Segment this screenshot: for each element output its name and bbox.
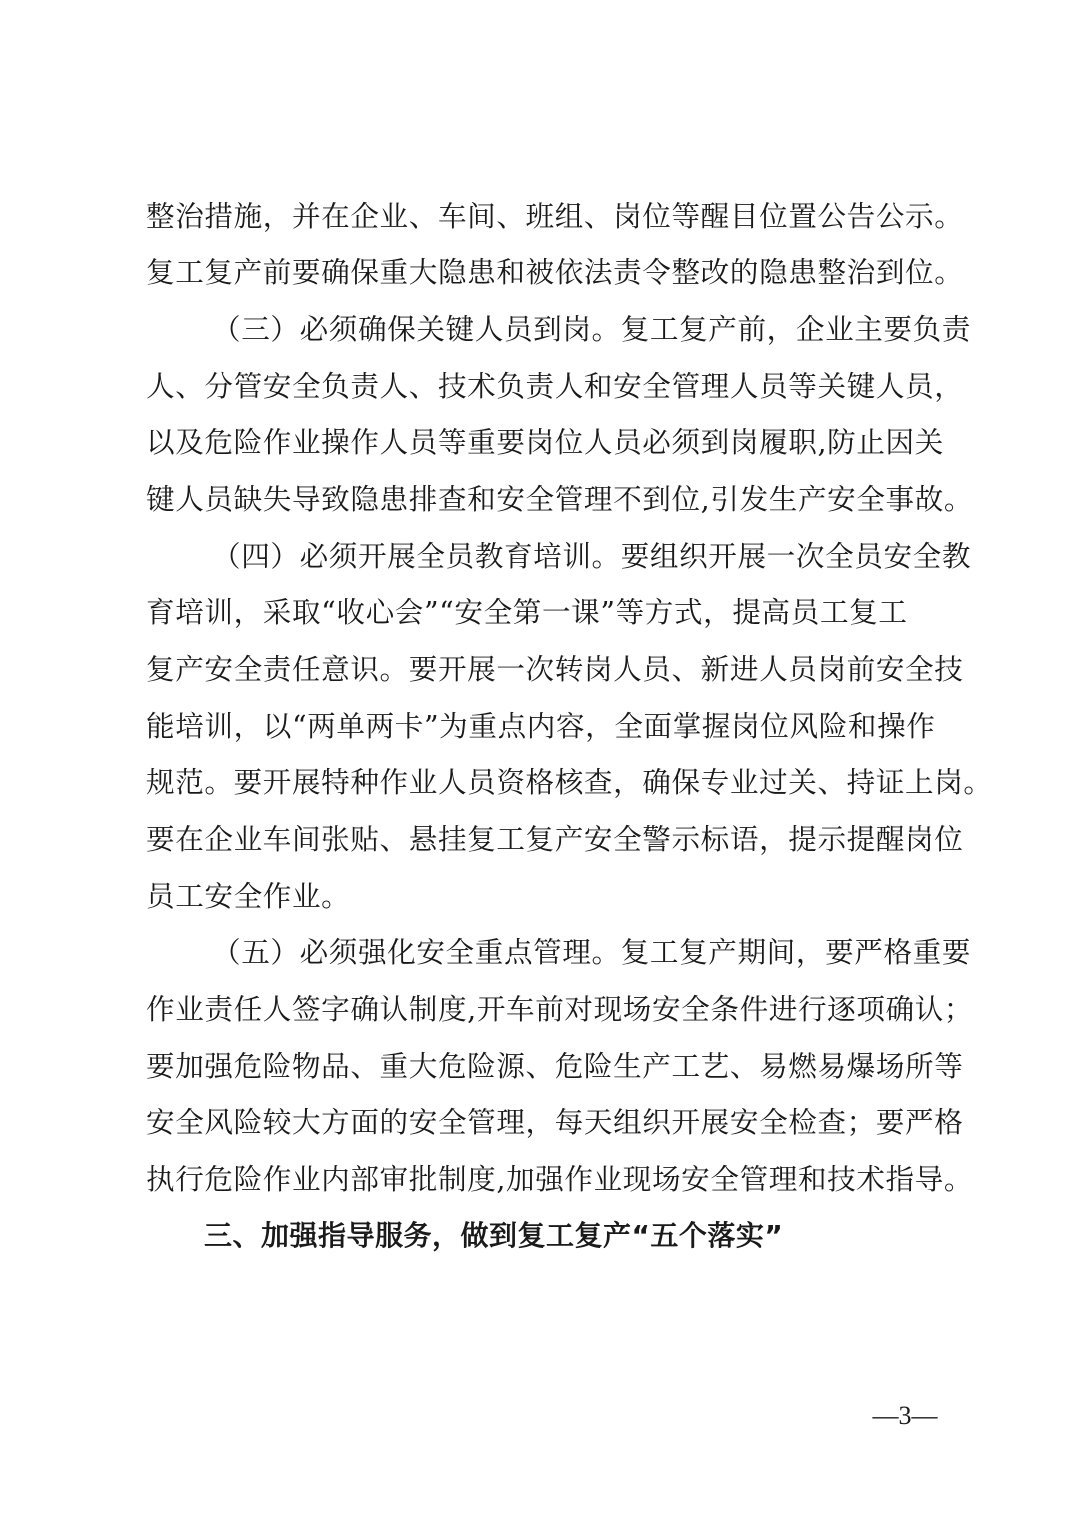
body-text-line: 键人员缺失导致隐患排查和安全管理不到位,引发生产安全事故。: [146, 482, 974, 516]
body-text-line: 要在企业车间张贴、悬挂复工复产安全警示标语，提示提醒岗位: [146, 822, 964, 856]
body-text-line: 整治措施，并在企业、车间、班组、岗位等醒目位置公告公示。: [146, 199, 964, 233]
page-number: —3—: [872, 1401, 938, 1430]
paragraph-5-start: （五）必须强化安全重点管理。复工复产期间，要严格重要: [212, 935, 972, 969]
body-text-line: 复产安全责任意识。要开展一次转岗人员、新进人员岗前安全技: [146, 652, 964, 686]
paragraph-3-start: （三）必须确保关键人员到岗。复工复产前，企业主要负责: [212, 312, 972, 346]
body-text-line: 复工复产前要确保重大隐患和被依法责令整改的隐患整治到位。: [146, 255, 964, 289]
body-text-line: 要加强危险物品、重大危险源、危险生产工艺、易燃易爆场所等: [146, 1049, 964, 1083]
body-text-line: 人、分管安全负责人、技术负责人和安全管理人员等关键人员，: [146, 369, 964, 403]
body-text-line: 员工安全作业。: [146, 879, 351, 913]
body-text-line: 执行危险作业内部审批制度,加强作业现场安全管理和技术指导。: [146, 1162, 974, 1196]
body-text-line: 育培训，采取“收心会”“安全第一课”等方式，提高员工复工: [146, 595, 908, 629]
body-text-line: 规范。要开展特种作业人员资格核查，确保专业过关、持证上岗。: [146, 765, 993, 799]
body-text-line: 安全风险较大方面的安全管理，每天组织开展安全检查；要严格: [146, 1105, 964, 1139]
body-text-line: 以及危险作业操作人员等重要岗位人员必须到岗履职,防止因关: [146, 425, 944, 459]
paragraph-4-start: （四）必须开展全员教育培训。要组织开展一次全员安全教: [212, 539, 972, 573]
body-text-line: 能培训，以“两单两卡”为重点内容，全面掌握岗位风险和操作: [146, 709, 936, 743]
section-heading: 三、加强指导服务，做到复工复产“五个落实”: [204, 1219, 784, 1252]
body-text-line: 作业责任人签字确认制度,开车前对现场安全条件进行逐项确认；: [146, 992, 974, 1026]
